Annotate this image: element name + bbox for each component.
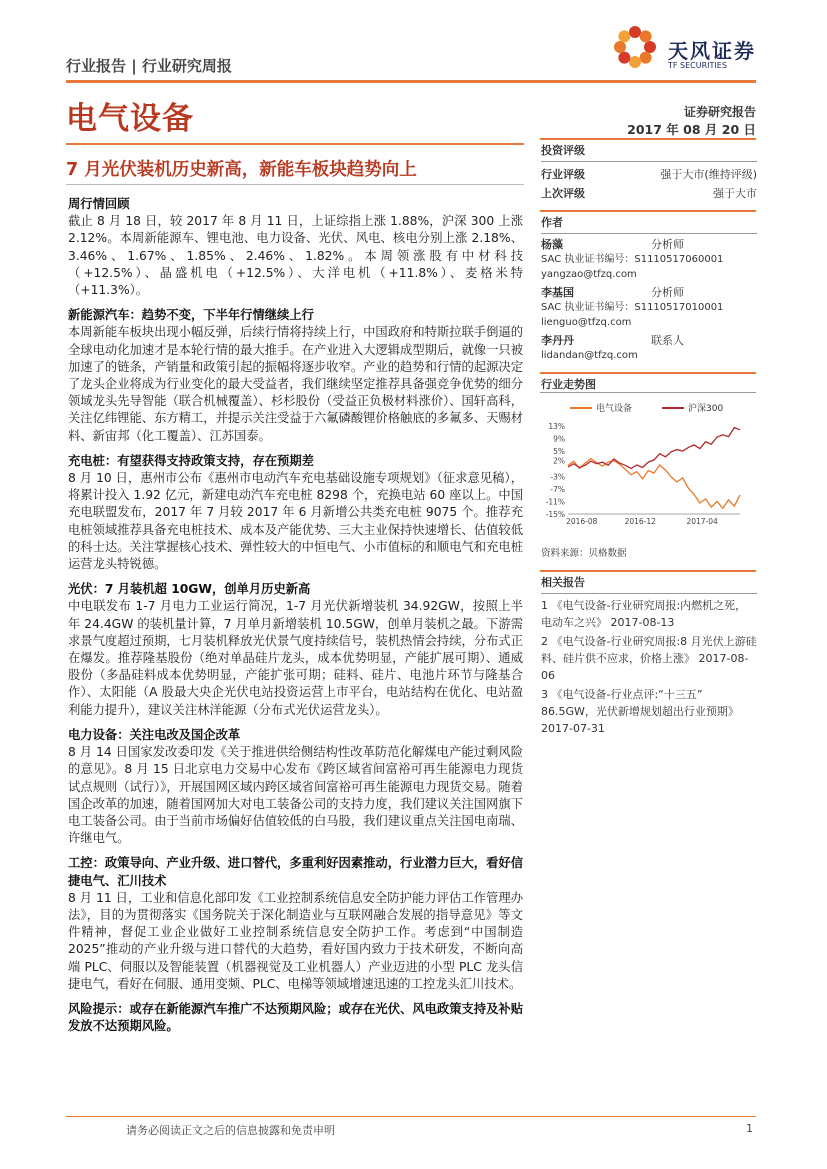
section-body: 本周新能车板块出现小幅反弹，后续行情将持续上行，中国政府和特斯拉联手倒逼的全球电动化加速才是本轮行情的最大推手。在产业进入大逻辑成型期后，就像一只被加速了的链条，产销量和政策引起的振幅将逐步收窄。产业的趋势和行情的起源决定了龙头企业将成为行业变化的最大受益者，我们继续坚定推荐具备强竞争优势的细分领域龙头先导智能（联合机械覆盖）、杉杉股份（受益正负极材料涨价）、国轩高科，关注亿纬锂能、东方精工，并提示关注受益于六氟磷酸锂价格触底的多氟多、天赐材料、新宙邦（化工覆盖）、江苏国泰。 [68, 325, 523, 443]
sector-title: 电气设备 [66, 101, 194, 137]
section-heading: 光伏：7 月装机超 10GW，创单月历史新高 [68, 582, 311, 597]
author-role: 联系人 [651, 334, 684, 347]
chart-rule [540, 372, 756, 374]
rating-heading: 投资评级 [541, 144, 585, 157]
section-body: 8 月 11 日，工业和信息化部印发《工业控制系统信息安全防护能力评估工作管理办法》，目的为贯彻落实《国务院关于深化制造业与互联网融合发展的指导意见》等文件精神，督促工业企业做好工业控制系统信息安全防护工作。考虑到“中国制造 2025”推动的产业升级与进口替代的大趋势，看好国内致力于技术研发，不断向高端 PLC、伺服以及智能装置（机器视觉及工业机器人）产业迈进的小型 PLC 龙头信捷电气，看好在伺服、通用变频、PLC、电梯等领域增速迅速的工控龙头汇川技术。 [68, 890, 523, 991]
authors-block [541, 214, 757, 366]
related-report-link[interactable]: 1 《电气设备-行业研究周报:内燃机之死，电动车之兴》 2017-08-13 [541, 599, 747, 629]
y-tick-label: -3% [550, 472, 565, 482]
breadcrumb: 行业报告 | 行业研究周报 [66, 57, 232, 75]
report-type: 证券研究报告 [683, 105, 756, 119]
authors-rule [540, 210, 756, 212]
author-email[interactable]: yangzao@tfzq.com [541, 269, 637, 280]
author-name: 李基国 [541, 286, 574, 299]
last-rating-label: 上次评级 [541, 187, 585, 200]
y-tick-label: 9% [553, 434, 565, 444]
section-heading: 新能源汽车：趋势不变，下半年行情继续上行 [68, 308, 314, 323]
header-rule [66, 80, 756, 83]
y-tick-label: 5% [553, 447, 565, 457]
y-tick-label: 2% [553, 456, 565, 466]
related-heading: 相关报告 [541, 576, 585, 589]
logo-petal [629, 56, 641, 68]
industry-trend-chart [540, 396, 756, 538]
related-rule [540, 570, 756, 572]
main-content [68, 196, 523, 1035]
chart-heading: 行业走势图 [541, 378, 596, 391]
logo-petal [644, 41, 656, 53]
x-tick-label: 2017-04 [686, 517, 718, 526]
author-entry [541, 237, 757, 282]
section-body: 8 月 10 日，惠州市公布《惠州市电动汽车充电基础设施专项规划》（征求意见稿），将累计投入 1.92 亿元，新建电动汽车充电桩 8298 个，充换电站 60 座以上。中国充电联盟发布，2017 年 7 月较 2017 年 6 月新增公共类充电桩 9075 个。推荐充电桩领域推荐具备充电桩技术、成本及产能优势、三大主业保持快速增长、估值较低的科士达。关注掌握核心技术、弹性较大的中恒电气、小市值标的和顺电气和充电桩运营龙头特锐德。 [68, 471, 523, 572]
author-sac: SAC 执业证书编号：S1110517060001 [541, 254, 724, 265]
logo-petal [618, 52, 630, 64]
section-body: 8 月 14 日国家发改委印发《关于推进供给侧结构性改革防范化解煤电产能过剩风险的意见》。8 月 15 日北京电力交易中心发布《跨区域省间富裕可再生能源电力现货试点规则（试行）》，开展国网区域内跨区域省间富裕可再生能源电力现货交易。随着国企改革的加速，随着国网加大对电工装备公司的支持力度，我们建议关注国网旗下电工装备公司。由于当前市场偏好估值较低的白马股，我们建议重点关注国电南瑞、许继电气。 [68, 745, 523, 846]
legend-label: 沪深300 [688, 404, 724, 414]
report-date: 2017 年 08 月 20 日 [627, 122, 756, 137]
authors-heading: 作者 [541, 216, 563, 229]
y-tick-label: 13% [548, 422, 565, 431]
section-body: 截止 8 月 18 日，较 2017 年 8 月 11 日，上证综指上涨 1.88%，沪深 300 上涨 2.12%。本周新能源车、锂电池、电力设备、光伏、风电、核电分别上涨 2.18%、3.46%、1.67%、1.85%、2.46%、1.82%。本周领涨股有中材科技（+12.5%）、晶盛机电（+12.5%）、大洋电机（+11.8%）、麦格米特（+11.3%）。 [68, 214, 523, 298]
section-heading: 电力设备：关注电改及国企改革 [68, 727, 241, 742]
industry-rating-label: 行业评级 [541, 168, 585, 181]
author-entry [541, 285, 757, 330]
headline: 7 月光伏装机历史新高，新能车板块趋势向上 [66, 160, 417, 180]
logo-petal [640, 52, 652, 64]
headline-underline [66, 184, 524, 185]
x-tick-label: 2016-08 [566, 517, 598, 526]
related-report-link[interactable]: 2 《电气设备-行业研究周报:8 月光伏上游硅料、硅片供不应求，价格上涨》 2017-08-06 [541, 635, 757, 682]
y-tick-label: -15% [545, 510, 565, 519]
related-report-link[interactable]: 3 《电气设备-行业点评:“十三五” 86.5GW，光伏新增规划超出行业预期》 2017-07-31 [541, 688, 739, 735]
rating-block [541, 142, 757, 203]
chart-heading-line [540, 392, 756, 393]
rating-rule [540, 138, 756, 140]
series-line [568, 459, 740, 509]
logo-petal [629, 26, 641, 38]
section-heading: 工控：政策导向、产业升级、进口替代，多重利好因素推动，行业潜力巨大，看好信捷电气、汇川技术 [68, 856, 523, 888]
author-entry [541, 333, 757, 363]
related-block [541, 574, 757, 739]
section-heading: 周行情回顾 [68, 197, 130, 211]
x-tick-label: 2016-12 [624, 517, 656, 526]
footer-rule [66, 1116, 756, 1117]
author-name: 杨藻 [541, 238, 563, 251]
logo-petal [640, 30, 652, 42]
page-number: 1 [746, 1122, 753, 1135]
y-tick-label: -7% [550, 484, 565, 494]
author-email[interactable]: lienguo@tfzq.com [541, 317, 632, 328]
logo-en: TF SECURITIES [668, 61, 727, 70]
section-body: 中电联发布 1-7 月电力工业运行简况，1-7 月光伏新增装机 34.92GW，按照上半年 24.4GW 的装机量计算，7 月单月新增装机 10.5GW，创单月装机之最。下游需求景气度超过预期，七月装机释放光伏景气度持续信号，装机热情会持续，分布式正在爆发。推荐隆基股份（绝对单晶硅片龙头，成本优势明显，产能扩展可期）、通威股份（多晶硅料成本优势明显，产能扩张可期；硅料、硅片、电池片环节与隆基合作）、太阳能（A 股最大央企光伏电站投资运营上市平台，电站结构在优化、电站盈利能力提升），建议关注林洋能源（分布式光伏运营龙头）。 [68, 599, 523, 717]
footer-disclaimer: 请务必阅读正文之后的信息披露和免责申明 [126, 1124, 335, 1137]
author-email[interactable]: lidandan@tfzq.com [541, 350, 638, 361]
series-line [568, 428, 740, 469]
logo-name: 天风证券 [668, 39, 756, 63]
title-rule [66, 143, 524, 145]
section-heading: 充电桩：有望获得支持政策支持，存在预期差 [68, 453, 314, 468]
author-sac: SAC 执业证书编号：S1110517010001 [541, 302, 724, 313]
last-rating-value: 强于大市 [713, 187, 757, 200]
section-heading: 风险提示：或存在新能源汽车推广不达预期风险；或存在光伏、风电政策支持及补贴发放不达预期风险。 [68, 1001, 523, 1034]
logo-petal [618, 30, 630, 42]
author-name: 李丹丹 [541, 334, 574, 347]
y-tick-label: -11% [545, 497, 565, 507]
logo-petal [614, 41, 626, 53]
logo-icon [606, 18, 664, 76]
chart-source: 资料来源：贝格数据 [541, 548, 627, 559]
legend-label: 电气设备 [596, 404, 633, 414]
author-role: 分析师 [651, 286, 684, 299]
industry-rating-value: 强于大市(维持评级) [660, 168, 757, 181]
author-role: 分析师 [651, 238, 684, 251]
